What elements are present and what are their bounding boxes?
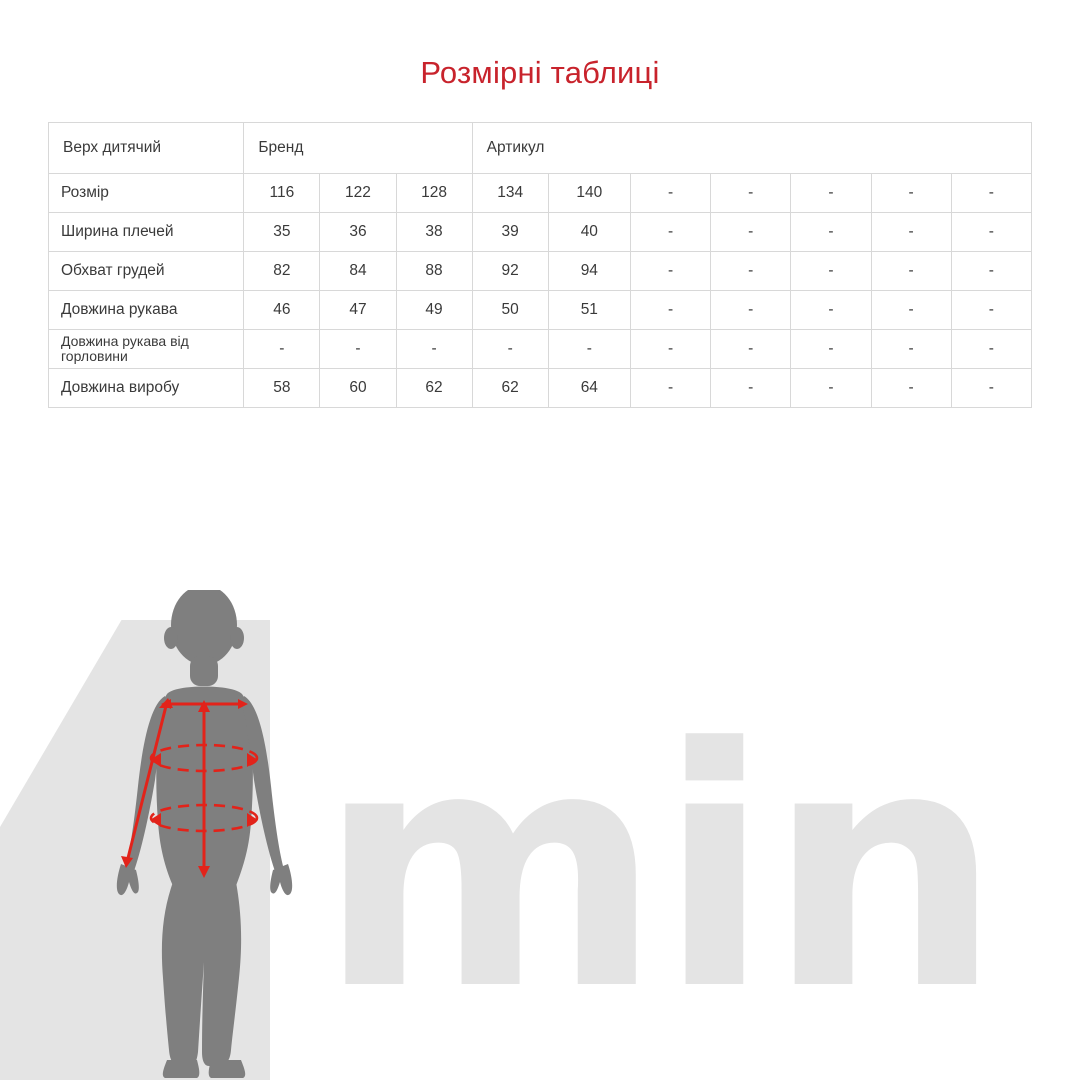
cell-value: 64: [548, 369, 630, 408]
cell-value: 140: [548, 174, 630, 213]
row-label: Обхват грудей: [49, 252, 244, 291]
cell-value: 92: [472, 252, 548, 291]
page-title: Розмірні таблиці: [420, 55, 660, 90]
cell-value: -: [630, 213, 710, 252]
header-article: Артикул: [472, 123, 1031, 174]
cell-value: 134: [472, 174, 548, 213]
table-row: [49, 330, 1032, 369]
cell-value: -: [472, 330, 548, 369]
row-label: Довжина рукава: [49, 291, 244, 330]
cell-value: -: [951, 252, 1031, 291]
cell-value: 58: [244, 369, 320, 408]
illustration-area: [0, 560, 1080, 1080]
cell-value: -: [871, 330, 951, 369]
table-row: [49, 213, 1032, 252]
cell-value: -: [630, 330, 710, 369]
cell-value: -: [791, 174, 871, 213]
cell-value: -: [951, 330, 1031, 369]
cell-value: 35: [244, 213, 320, 252]
cell-value: -: [791, 252, 871, 291]
table-row: [49, 252, 1032, 291]
cell-value: -: [630, 174, 710, 213]
table-header-row: [49, 123, 1032, 174]
cell-value: 116: [244, 174, 320, 213]
cell-value: -: [711, 291, 791, 330]
row-label: Довжина виробу: [49, 369, 244, 408]
size-table: [48, 122, 1032, 408]
cell-value: -: [791, 213, 871, 252]
cell-value: -: [871, 174, 951, 213]
cell-value: 94: [548, 252, 630, 291]
cell-value: 38: [396, 213, 472, 252]
table-row: [49, 291, 1032, 330]
row-label: Довжина рукава від горловини: [49, 330, 244, 369]
cell-value: -: [711, 174, 791, 213]
cell-value: 49: [396, 291, 472, 330]
cell-value: 122: [320, 174, 396, 213]
watermark-logo-text: min: [318, 678, 998, 1062]
row-label: Розмір: [49, 174, 244, 213]
cell-value: 39: [472, 213, 548, 252]
cell-value: -: [396, 330, 472, 369]
cell-value: 47: [320, 291, 396, 330]
cell-value: -: [871, 213, 951, 252]
row-label: Ширина плечей: [49, 213, 244, 252]
cell-value: 82: [244, 252, 320, 291]
table-row: [49, 174, 1032, 213]
cell-value: -: [791, 369, 871, 408]
header-brand: Бренд: [244, 123, 472, 174]
cell-value: -: [548, 330, 630, 369]
cell-value: -: [951, 174, 1031, 213]
table-row: [49, 369, 1032, 408]
cell-value: -: [711, 330, 791, 369]
cell-value: 60: [320, 369, 396, 408]
cell-value: -: [320, 330, 396, 369]
cell-value: -: [630, 252, 710, 291]
size-table-container: [48, 122, 1032, 408]
cell-value: -: [951, 291, 1031, 330]
cell-value: -: [711, 369, 791, 408]
cell-value: 88: [396, 252, 472, 291]
cell-value: -: [244, 330, 320, 369]
cell-value: -: [871, 252, 951, 291]
cell-value: 51: [548, 291, 630, 330]
cell-value: 36: [320, 213, 396, 252]
cell-value: 62: [396, 369, 472, 408]
cell-value: -: [630, 291, 710, 330]
cell-value: 40: [548, 213, 630, 252]
cell-value: -: [630, 369, 710, 408]
cell-value: 46: [244, 291, 320, 330]
cell-value: 62: [472, 369, 548, 408]
cell-value: -: [711, 252, 791, 291]
cell-value: -: [871, 291, 951, 330]
cell-value: 128: [396, 174, 472, 213]
cell-value: -: [951, 369, 1031, 408]
cell-value: 84: [320, 252, 396, 291]
cell-value: 50: [472, 291, 548, 330]
cell-value: -: [871, 369, 951, 408]
child-body-measurement-diagram: [105, 590, 315, 1080]
cell-value: -: [711, 213, 791, 252]
cell-value: -: [791, 291, 871, 330]
header-category: Верх дитячий: [49, 123, 244, 174]
cell-value: -: [951, 213, 1031, 252]
cell-value: -: [791, 330, 871, 369]
